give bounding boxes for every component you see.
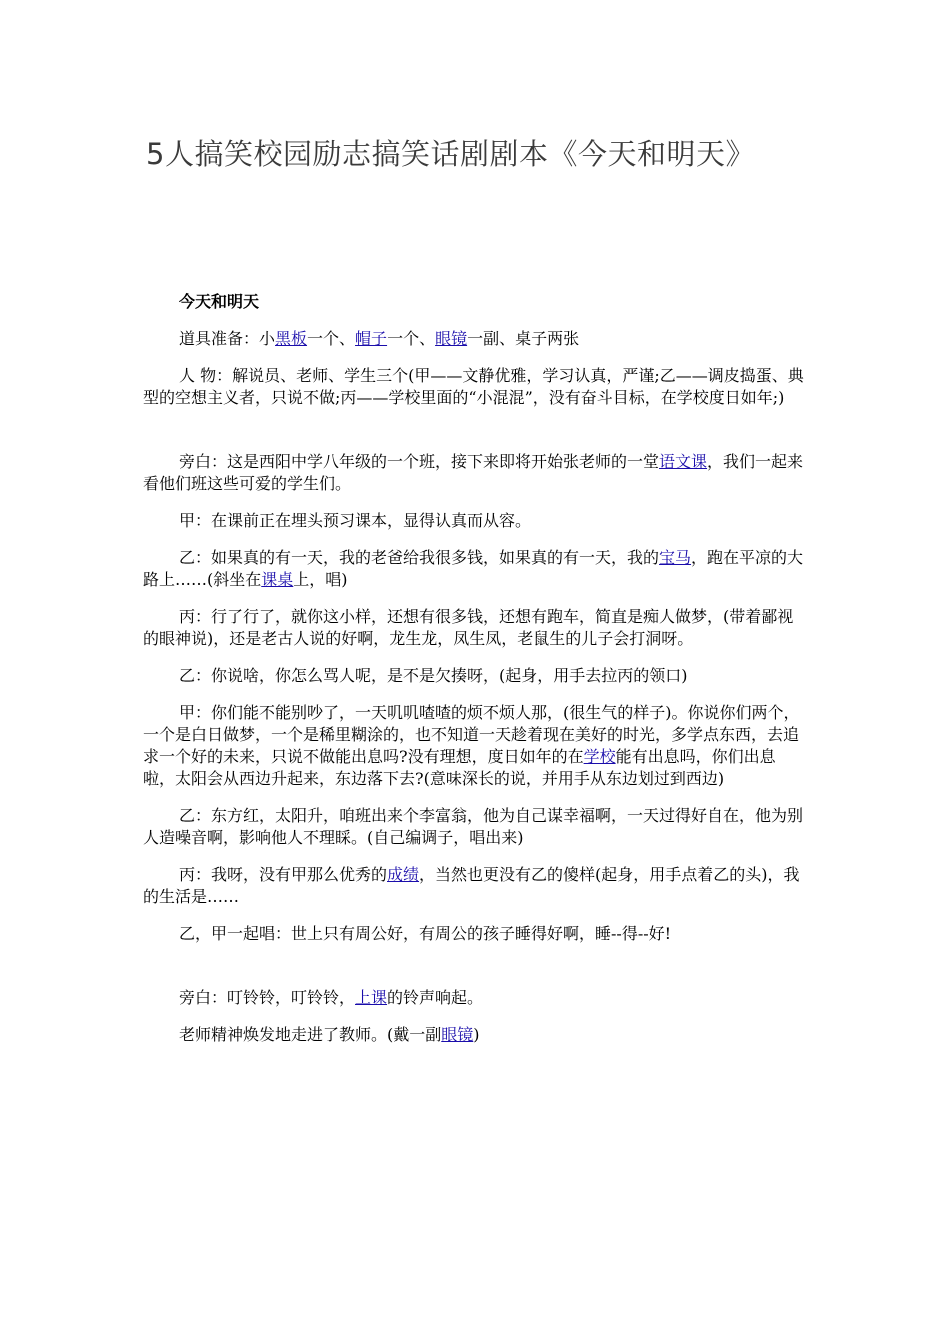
dialogue-paragraph-jia-2: [143, 702, 807, 790]
p11-after: ): [473, 1025, 480, 1044]
dialogue-paragraph-bing-2: [143, 864, 807, 908]
link-bmw[interactable]: 宝马: [659, 548, 692, 567]
dialogue-paragraph-bing-1: 丙：行了行了，就你这小样，还想有很多钱，还想有跑车，简直是痴人做梦，(带着鄙视的眼神说)，还是老古人说的好啊，龙生龙，凤生凤，老鼠生的儿子会打洞呀。: [143, 607, 794, 648]
props-suffix: 一副、桌子两张: [467, 329, 580, 348]
link-desk[interactable]: 课桌: [261, 570, 294, 589]
p10-after: 的铃声响起。: [387, 988, 484, 1007]
p8-before: 丙：我呀，没有甲那么优秀的: [179, 865, 388, 884]
dialogue-paragraph-chorus: 乙，甲一起唱：世上只有周公好，有周公的孩子睡得好啊，睡--得--好!: [179, 924, 672, 943]
narration-paragraph-teacher: [143, 1024, 807, 1046]
p6-before: 甲：你们能不能别吵了，一天叽叽喳喳的烦不烦人那，(很生气的样子)。你说你们两个，一个是白日做梦，一个是稀里糊涂的，也不知道一天趁着现在美好的时光，多学点东西，去追求一个好的未来，只说不做能出息吗?没有理想，度日如年的在: [143, 703, 800, 766]
link-chinese-class[interactable]: 语文课: [659, 452, 708, 471]
props-mid1: 一个、: [307, 329, 356, 348]
p8-after: ，当然也更没有乙的傻样(起身，用手点着乙的头)，我的生活是……: [143, 865, 800, 906]
p11-before: 老师精神焕发地走进了教师。(戴一副: [179, 1025, 442, 1044]
characters-paragraph: 人 物：解说员、老师、学生三个(甲——文静优雅，学习认真，严谨;乙——调皮捣蛋、典型的空想主义者，只说不做;丙——学校里面的“小混混”，没有奋斗目标，在学校度日如年;): [143, 366, 804, 407]
narration-paragraph: [143, 451, 807, 495]
link-school[interactable]: 学校: [583, 747, 616, 766]
link-hat[interactable]: 帽子: [355, 329, 388, 348]
props-mid2: 一个、: [387, 329, 436, 348]
p3-mid: ，跑在平凉的大路上……(斜坐在: [143, 548, 804, 589]
dialogue-paragraph-jia-1: 甲：在课前正在埋头预习课本，显得认真而从容。: [179, 511, 532, 530]
p1-before: 旁白：这是西阳中学八年级的一个班，接下来即将开始张老师的一堂: [179, 452, 660, 471]
p1-after: ，我们一起来看他们班这些可爱的学生们。: [143, 452, 804, 493]
p10-before: 旁白：叮铃铃，叮铃铃，: [179, 988, 356, 1007]
p3-before: 乙：如果真的有一天，我的老爸给我很多钱，如果真的有一天，我的: [179, 548, 660, 567]
link-class[interactable]: 上课: [355, 988, 388, 1007]
link-grades[interactable]: 成绩: [387, 865, 420, 884]
props-paragraph: [143, 328, 807, 350]
document-body: [143, 291, 807, 1061]
props-prefix: 道具准备：小: [179, 329, 276, 348]
link-blackboard[interactable]: 黑板: [275, 329, 308, 348]
dialogue-paragraph-yi-1: [143, 547, 807, 591]
dialogue-paragraph-yi-2: 乙：你说啥，你怎么骂人呢，是不是欠揍呀，(起身，用手去拉丙的领口): [179, 666, 688, 685]
dialogue-paragraph-yi-3: 乙：东方红，太阳升，咱班出来个李富翁，他为自己谋幸福啊，一天过得好自在，他为别人造噪音啊，影响他人不理睬。(自己编调子，唱出来): [143, 806, 804, 847]
link-glasses-2[interactable]: 眼镜: [441, 1025, 474, 1044]
narration-paragraph-bell: [143, 987, 807, 1009]
section-heading: 今天和明天: [179, 292, 260, 311]
p6-after: 能有出息吗，你们出息啦，太阳会从西边升起来，东边落下去?(意味深长的说，并用手从东边划过到西边): [143, 747, 776, 788]
link-glasses[interactable]: 眼镜: [435, 329, 468, 348]
page-title: 5人搞笑校园励志搞笑话剧剧本《今天和明天》: [146, 137, 755, 171]
p3-after: 上，唱): [293, 570, 348, 589]
